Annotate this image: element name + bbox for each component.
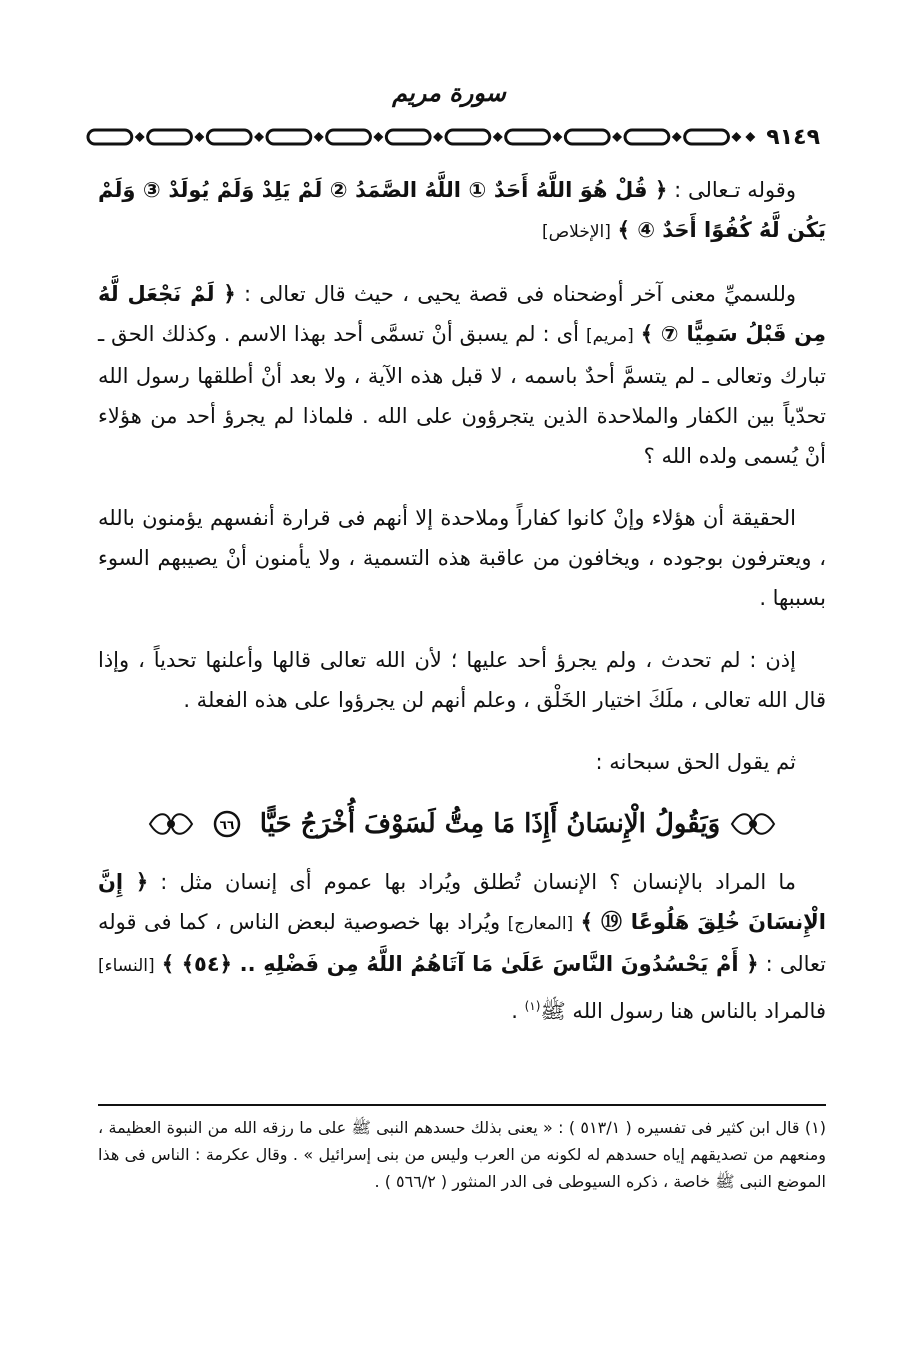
verse-text: وَيَقُولُ الْإِنسَانُ أَإِذَا مَا مِتُّ لَسَوْفَ أُخْرَجُ حَيًّا	[259, 809, 721, 839]
quran-quote: ﴿ لَمْ نَجْعَل لَّهُ مِن قَبْلُ سَمِيًّا ⑦ ﴾	[98, 282, 826, 346]
verse-number-medallion	[204, 809, 250, 839]
ornament-icon	[730, 809, 776, 839]
footnote-divider	[98, 1104, 826, 1106]
header-border	[86, 122, 826, 152]
ornament-icon	[148, 809, 194, 839]
footnote-marker: (١)	[524, 999, 541, 1013]
paragraph-text: وللسميِّ معنى آخر أوضحناه فى قصة يحيى ، حيث قال تعالى :	[235, 282, 796, 306]
footnote-1: (١) قال ابن كثير فى تفسيره ( ٥١٣/١ ) : « يعنى بذلك حسدهم النبى ﷺ على ما رزقه الله من النبوة العظيمة ، ومنعهم من تصديقهم إياه حسدهم له لكونه من العرب وليس من بنى إسرائيل » . وقال عكرمة : الناس فى هذا الموضع النبى ﷺ خاصة ، ذكره السيوطى فى الدر المنثور ( ٥٦٦/٢ ) .	[98, 1118, 826, 1191]
paragraph-6	[98, 862, 826, 1031]
paragraph-2	[98, 274, 826, 476]
paragraph-text: فالمراد بالناس هنا رسول الله ﷺ	[540, 999, 826, 1023]
surah-reference: [مريم]	[585, 326, 634, 346]
page-number: ٩١٤٩	[766, 124, 820, 150]
main-text	[98, 170, 826, 1053]
paragraph-text: .	[511, 999, 525, 1023]
quran-quote: ﴿ قُلْ هُوَ اللَّهُ أَحَدٌ ① اللَّهُ الصَّمَدُ ② لَمْ يَلِدْ وَلَمْ يُولَدْ ③ وَلَمْ يَكُن لَّهُ كُفُوًا أَحَدٌ ④ ﴾	[98, 178, 826, 242]
verse-banner	[98, 804, 826, 844]
paragraph-text: ويُراد بها خصوصية لبعض الناس ، كما فى قوله تعالى :	[98, 910, 826, 976]
paragraph-5: ثم يقول الحق سبحانه :	[595, 750, 796, 774]
quran-quote: ﴿ إِنَّ الْإِنسَانَ خُلِقَ هَلُوعًا ⑲ ﴾	[98, 870, 826, 934]
footnotes	[98, 1114, 826, 1195]
surah-reference: [المعارج]	[507, 914, 574, 934]
paragraph-text: أى : لم يسبق أنْ تسمَّى أحد بهذا الاسم . وكذلك الحق ـ تبارك وتعالى ـ لم يتسمَّ أحدٌ باسمه ، لا قبل هذه الآية ، ولا بعد أنْ أطلقها رسول الله تحدّياً بين الكفار والملاحدة الذين يتجرؤون على الله . فلماذا لم يجرؤ أحد من هؤلاء أنْ يُسمى ولده الله ؟	[98, 322, 826, 468]
paragraph-4: إذن : لم تحدث ، ولم يجرؤ أحد عليها ؛ لأن الله تعالى قالها وأعلنها تحدياً ، وإذا قال الله تعالى ، ملَكَ اختيار الخَلْق ، وعلم أنهم لن يجرؤوا على هذه الفعلة .	[98, 648, 826, 712]
paragraph-1	[98, 170, 826, 252]
surah-reference: [النساء]	[98, 956, 155, 976]
surah-reference: [الإخلاص]	[542, 222, 611, 242]
paragraph-3: الحقيقة أن هؤلاء وإنْ كانوا كفاراً وملاحدة إلا أنهم فى قرارة أنفسهم يؤمنون بالله ، ويعترفون بوجوده ، ويخافون من عاقبة هذه التسمية ، ولا يأمنون أنْ يصيبهم السوء بسببها .	[98, 506, 826, 610]
surah-title: سورة مريم	[392, 78, 506, 107]
paragraph-text: ما المراد بالإنسان ؟ الإنسان تُطلق ويُراد بها عموم أى إنسان مثل :	[148, 870, 796, 894]
verse-number: ٦٦	[219, 818, 235, 832]
paragraph-text: وقوله تـعالى :	[667, 178, 796, 202]
quran-quote: ﴿ أَمْ يَحْسُدُونَ النَّاسَ عَلَىٰ مَا آتَاهُمُ اللَّهُ مِن فَضْلِهِ .. ﴿٥٤﴾ ﴾	[161, 952, 759, 976]
decorative-chain-border	[86, 126, 762, 148]
